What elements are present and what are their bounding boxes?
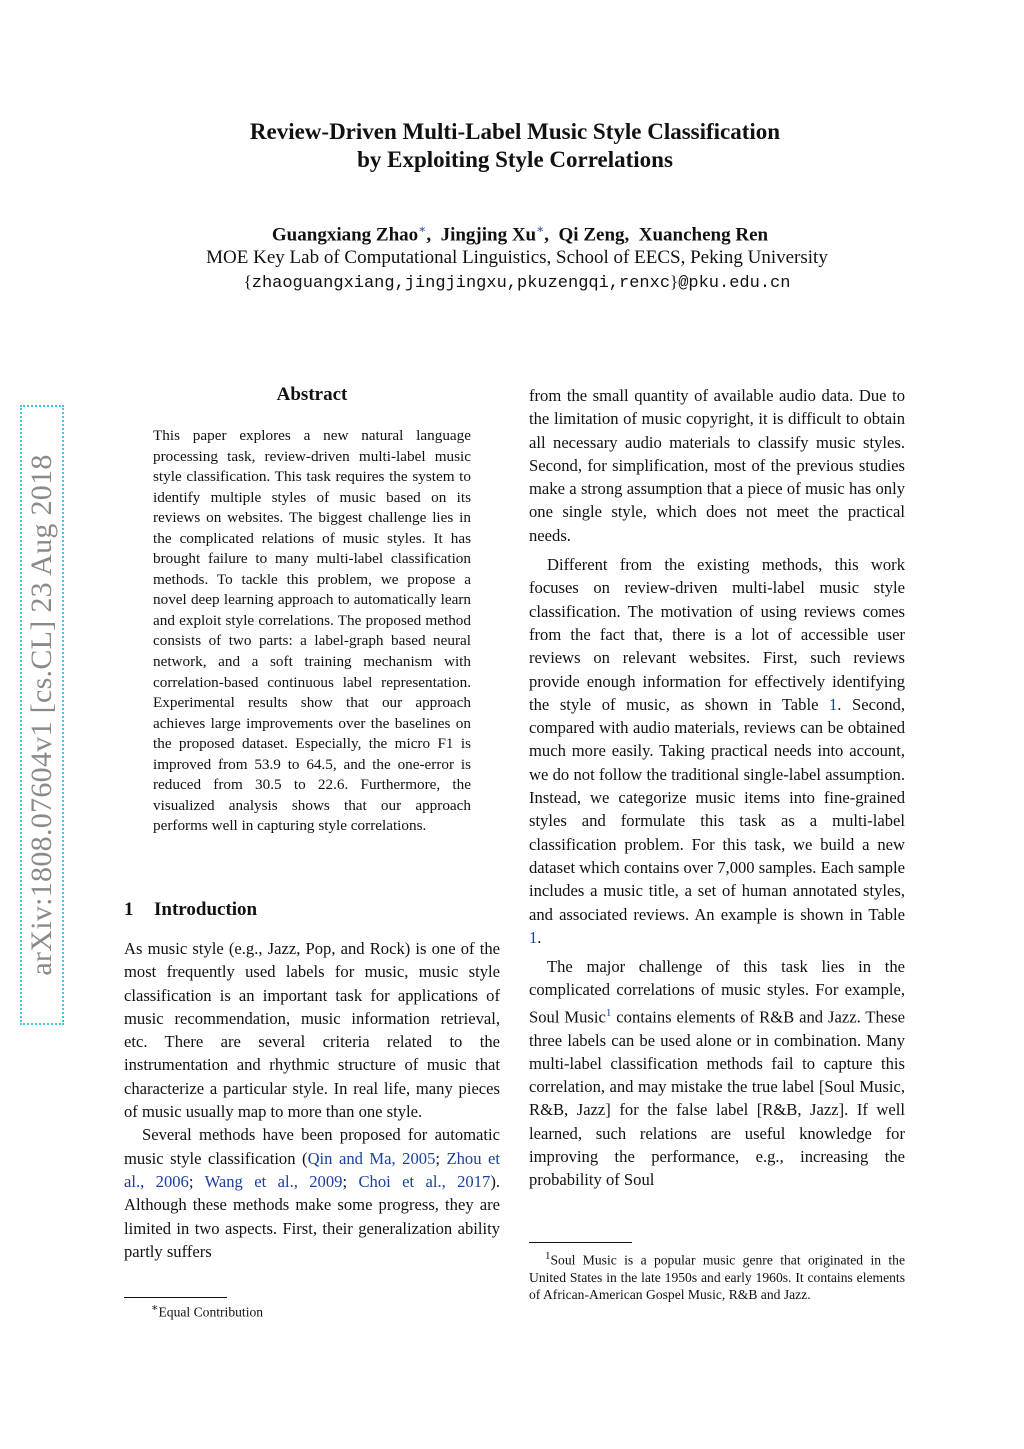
section-heading-introduction xyxy=(124,899,257,921)
equal-contribution-mark: ∗ xyxy=(536,222,545,236)
email-domain: @pku.edu.cn xyxy=(678,274,791,293)
title-line-1: Review-Driven Multi-Label Music Style Classification xyxy=(249,119,781,144)
intro-paragraph-2: Several methods have been proposed for automatic music style classification (Qin and Ma, 2005; Zhou et al., 2006; Wang et al., 2009; Choi et al., 2017). Although these methods make some progress, they are limited in two aspects. First, their generalization ability partly suffers xyxy=(124,1125,501,1261)
email-names: zhaoguangxiang,jingjingxu,pkuzengqi,renxc xyxy=(251,274,671,293)
arxiv-stamp xyxy=(20,405,64,1025)
citation-zhou[interactable]: Zhou et al., 2006 xyxy=(124,1148,501,1191)
body-paragraph-1: from the small quantity of available audio data. Due to the limitation of music copyright, it is difficult to obtain all necessary audio materials to classify music styles. Second, for simplification, most of the previous studies make a strong assumption that a piece of music has only one single style, which does not meet the practical needs. xyxy=(529,386,905,545)
footnote-rule xyxy=(529,1242,632,1243)
arxiv-id: arXiv:1808.07604v1 [cs.CL] 23 Aug 2018 xyxy=(25,454,58,976)
body-paragraph-3: The major challenge of this task lies in the complicated correlations of music styles. For example, Soul Music$^1$ contains elements of R&B and Jazz. These three labels can be used alone or in combination. Many multi-label classification methods fail to capture this correlation, and may mistake the true label [Soul Music, R&B, Jazz] for the false label [R&B, Jazz]. If well learned, such relations are useful knowledge for improving the performance, e.g., increasing the probability of Soul xyxy=(529,957,905,1190)
author-3: Qi Zeng, xyxy=(558,224,630,246)
footnote-equal-contribution: ∗Equal Contribution xyxy=(151,1302,264,1320)
author-2: Jingjing Xu xyxy=(440,224,537,246)
author-1: Guangxiang Zhao xyxy=(271,224,419,246)
right-column-text xyxy=(529,384,905,1192)
section-number: 1 xyxy=(124,899,134,920)
section-title: Introduction xyxy=(154,899,258,920)
table-reference[interactable]: 1 xyxy=(829,694,838,714)
citation-wang[interactable]: Wang et al., 2009 xyxy=(204,1171,343,1191)
abstract-body: This paper explores a new natural language processing task, review-driven multi-label music style classification. This task requires the system to identify multiple styles of music based on its reviews on websites. The biggest challenge lies in the complicated relations of music styles. It has brought failure to many multi-label classification methods. To tackle this problem, we propose a novel deep learning approach to automatically learn and exploit style correlations. The proposed method consists of two parts: a label-graph based neural network, and a soft training mechanism with correlation-based continuous label representation. Experimental results show that our approach achieves large improvements over the baselines on the proposed dataset. Especially, the micro F1 is improved from 53.9 to 64.5, and the one-error is reduced from 30.5 to 22.6. Furthermore, the visualized analysis shows that our approach performs well in capturing style correlations. xyxy=(153,427,471,835)
left-column-text xyxy=(124,937,500,1263)
footnote-rule xyxy=(124,1297,227,1298)
equal-contribution-mark: ∗ xyxy=(418,222,427,236)
author-list: Guangxiang Zhao∗, Jingjing Xu∗, Qi Zeng, Xuancheng Ren xyxy=(271,222,769,246)
author-emails: {zhaoguangxiang,jingjingxu,pkuzengqi,renxc}@pku.edu.cn xyxy=(243,272,791,293)
author-4: Xuancheng Ren xyxy=(638,224,769,246)
abstract-heading: Abstract xyxy=(276,384,348,405)
footnote-reference[interactable]: 1 xyxy=(605,1006,612,1019)
table-reference[interactable]: 1 xyxy=(529,927,538,947)
body-paragraph-2: Different from the existing methods, this work focuses on review-driven multi-label music style classification. The motivation of using reviews comes from the fact that, there is a lot of accessible user reviews on relevant websites. First, such reviews provide enough information for effectively identifying the style of music, as shown in Table 1. Second, compared with audio materials, reviews can be obtained much more easily. Taking practical needs into account, we do not follow the traditional single-label assumption. Instead, we categorize music items into fine-grained styles and formulate this task as a multi-label classification problem. For this task, we build a new dataset which contains over 7,000 samples. Each sample includes a music title, a set of human annotated styles, and associated reviews. An example is shown in Table 1. xyxy=(529,555,905,947)
paper-title xyxy=(0,118,1024,174)
intro-paragraph-1: As music style (e.g., Jazz, Pop, and Rock) is one of the most frequently used labels for music, music style classification is an important task for applications of music recommendation, music information retrieval, etc. There are several criteria related to the instrumentation and rhythmic structure of music that characterize a particular style. In real life, many pieces of music usually map to more than one style. xyxy=(124,939,500,1122)
footnote-soul-music: $^1$Soul Music is a popular music genre that originated in the United States in the late 1950s and early 1960s. It contains elements of African-American Gospel Music, R&B and Jazz. xyxy=(529,1250,905,1303)
citation-qin-ma[interactable]: Qin and Ma, 2005 xyxy=(307,1148,436,1168)
citation-choi[interactable]: Choi et al., 2017 xyxy=(358,1171,491,1191)
title-line-2: by Exploiting Style Correlations xyxy=(357,147,673,172)
affiliation: MOE Key Lab of Computational Linguistics, School of EECS, Peking University xyxy=(206,247,828,268)
